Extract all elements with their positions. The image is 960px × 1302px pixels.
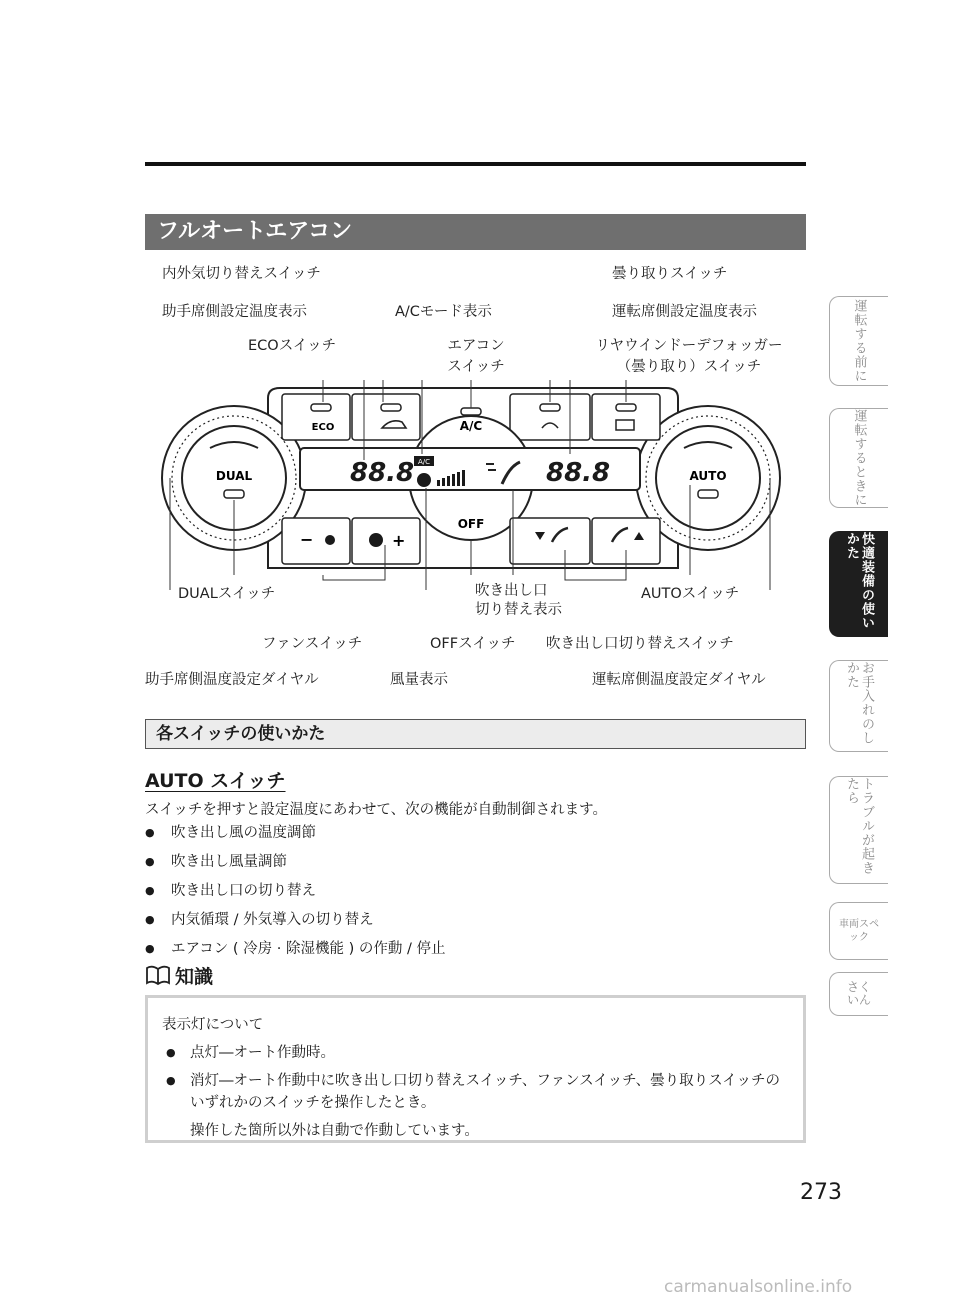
eco-text: ECO — [311, 422, 335, 433]
book-icon — [145, 964, 171, 991]
label-drv-temp-disp: 運転席側設定温度表示 — [612, 304, 757, 320]
fan-down-button — [282, 518, 350, 564]
tab-before-driving[interactable] — [829, 296, 888, 386]
fan-plus-icon: + — [392, 531, 406, 550]
lcd-fan-icon — [417, 473, 431, 487]
label-fan: ファンスイッチ — [262, 636, 363, 652]
list-item: ● 吹き出し風量調節 — [145, 852, 445, 881]
label-vent-display-line2: 切り替え表示 — [475, 602, 562, 618]
tab-label: さくいん — [846, 980, 871, 1007]
fan-large-icon — [369, 533, 383, 547]
tab-index[interactable] — [829, 972, 888, 1016]
label-ac-switch-line1: エアコン — [447, 338, 505, 354]
label-drv-dial: 運転席側温度設定ダイヤル — [592, 672, 766, 688]
label-off: OFFスイッチ — [430, 636, 516, 652]
label-ac-switch — [436, 334, 516, 376]
label-rear-defogger — [575, 334, 803, 376]
label-dual: DUALスイッチ — [178, 586, 276, 602]
lcd-temp-left: 88.8 — [350, 458, 415, 488]
ac-indicator — [461, 408, 481, 415]
watermark: carmanualsonline.info — [664, 1277, 853, 1297]
lcd-temp-right: 88.8 — [546, 458, 611, 488]
note-extra: 操作した箇所以外は自動で作動しています。 — [190, 1123, 479, 1139]
tab-specs[interactable] — [829, 902, 888, 960]
ac-text: A/C — [459, 419, 483, 433]
note-box — [145, 995, 806, 1143]
label-ac-switch-line2: スイッチ — [447, 359, 505, 375]
top-rule — [145, 162, 806, 166]
list-item: ● 吹き出し風の温度調節 — [145, 823, 445, 852]
label-eco: ECOスイッチ — [248, 338, 337, 354]
tab-while-driving[interactable] — [829, 408, 888, 508]
label-vent-display-line1: 吹き出し口 — [475, 583, 548, 599]
auto-indicator — [698, 490, 718, 498]
note-heading — [145, 962, 213, 991]
tab-maintenance[interactable] — [829, 660, 888, 752]
label-fan-display: 風量表示 — [390, 672, 448, 688]
page-number: 273 — [800, 1180, 842, 1205]
label-rear-defogger-line2: （曇り取り）スイッチ — [616, 359, 762, 375]
fan-up-button — [352, 518, 420, 564]
tab-label: 運転するときに — [851, 409, 867, 507]
list-item: ● 内気循環 / 外気導入の切り替え — [145, 910, 445, 939]
tab-label: 快適装備の使いかた — [844, 532, 874, 630]
list-item: ● 消灯―オート作動中に吹き出し口切り替えスイッチ、ファンスイッチ、曇り取りスイッチのいずれかのスイッチを操作したとき。 — [162, 1070, 789, 1114]
dual-text: DUAL — [215, 469, 253, 483]
label-pass-temp-disp: 助手席側設定温度表示 — [162, 304, 307, 320]
dual-indicator — [224, 490, 244, 498]
tab-label: 運転する前に — [851, 299, 867, 383]
list-item: ● 点灯―オート作動時。 — [162, 1042, 789, 1064]
note-list — [162, 1042, 789, 1114]
label-vent-switch: 吹き出し口切り替えスイッチ — [546, 636, 734, 652]
tab-comfort[interactable] — [829, 531, 888, 637]
tab-label: 車両スペック — [839, 919, 879, 943]
eco-button — [282, 394, 350, 440]
auto-function-list — [145, 823, 445, 968]
recirc-button — [352, 394, 420, 440]
auto-description: スイッチを押すと設定温度にあわせて、次の機能が自動制御されます。 — [145, 802, 607, 818]
list-item: ● エアコン ( 冷房 · 除湿機能 ) の作動 / 停止 — [145, 939, 445, 968]
off-text: OFF — [457, 517, 485, 531]
note-lead: 表示灯について — [162, 1017, 264, 1033]
auto-heading: AUTO スイッチ — [145, 770, 286, 792]
section-title: フルオートエアコン — [145, 214, 806, 250]
auto-text: AUTO — [689, 469, 727, 483]
label-defog: 曇り取りスイッチ — [612, 266, 728, 282]
label-rear-defogger-line1: リヤウインドーデフォッガー — [595, 338, 783, 354]
climate-panel-diagram — [150, 380, 790, 590]
tab-label: お手入れのしかた — [844, 661, 874, 745]
list-item: ● 吹き出し口の切り替え — [145, 881, 445, 910]
tab-label: トラブルが起きたら — [844, 777, 874, 875]
fan-minus-icon: − — [300, 530, 314, 549]
fan-small-icon — [325, 535, 335, 545]
note-title-text: 知識 — [175, 966, 214, 988]
tab-trouble[interactable] — [829, 776, 888, 884]
vent-down-button — [510, 518, 590, 564]
label-recirc: 内外気切り替えスイッチ — [162, 266, 321, 282]
label-auto: AUTOスイッチ — [641, 586, 740, 602]
label-ac-mode-disp: A/Cモード表示 — [395, 304, 492, 320]
lcd-ac-badge: A/C — [417, 458, 431, 466]
subsection-title: 各スイッチの使いかた — [145, 719, 806, 749]
label-pass-dial: 助手席側温度設定ダイヤル — [145, 672, 319, 688]
